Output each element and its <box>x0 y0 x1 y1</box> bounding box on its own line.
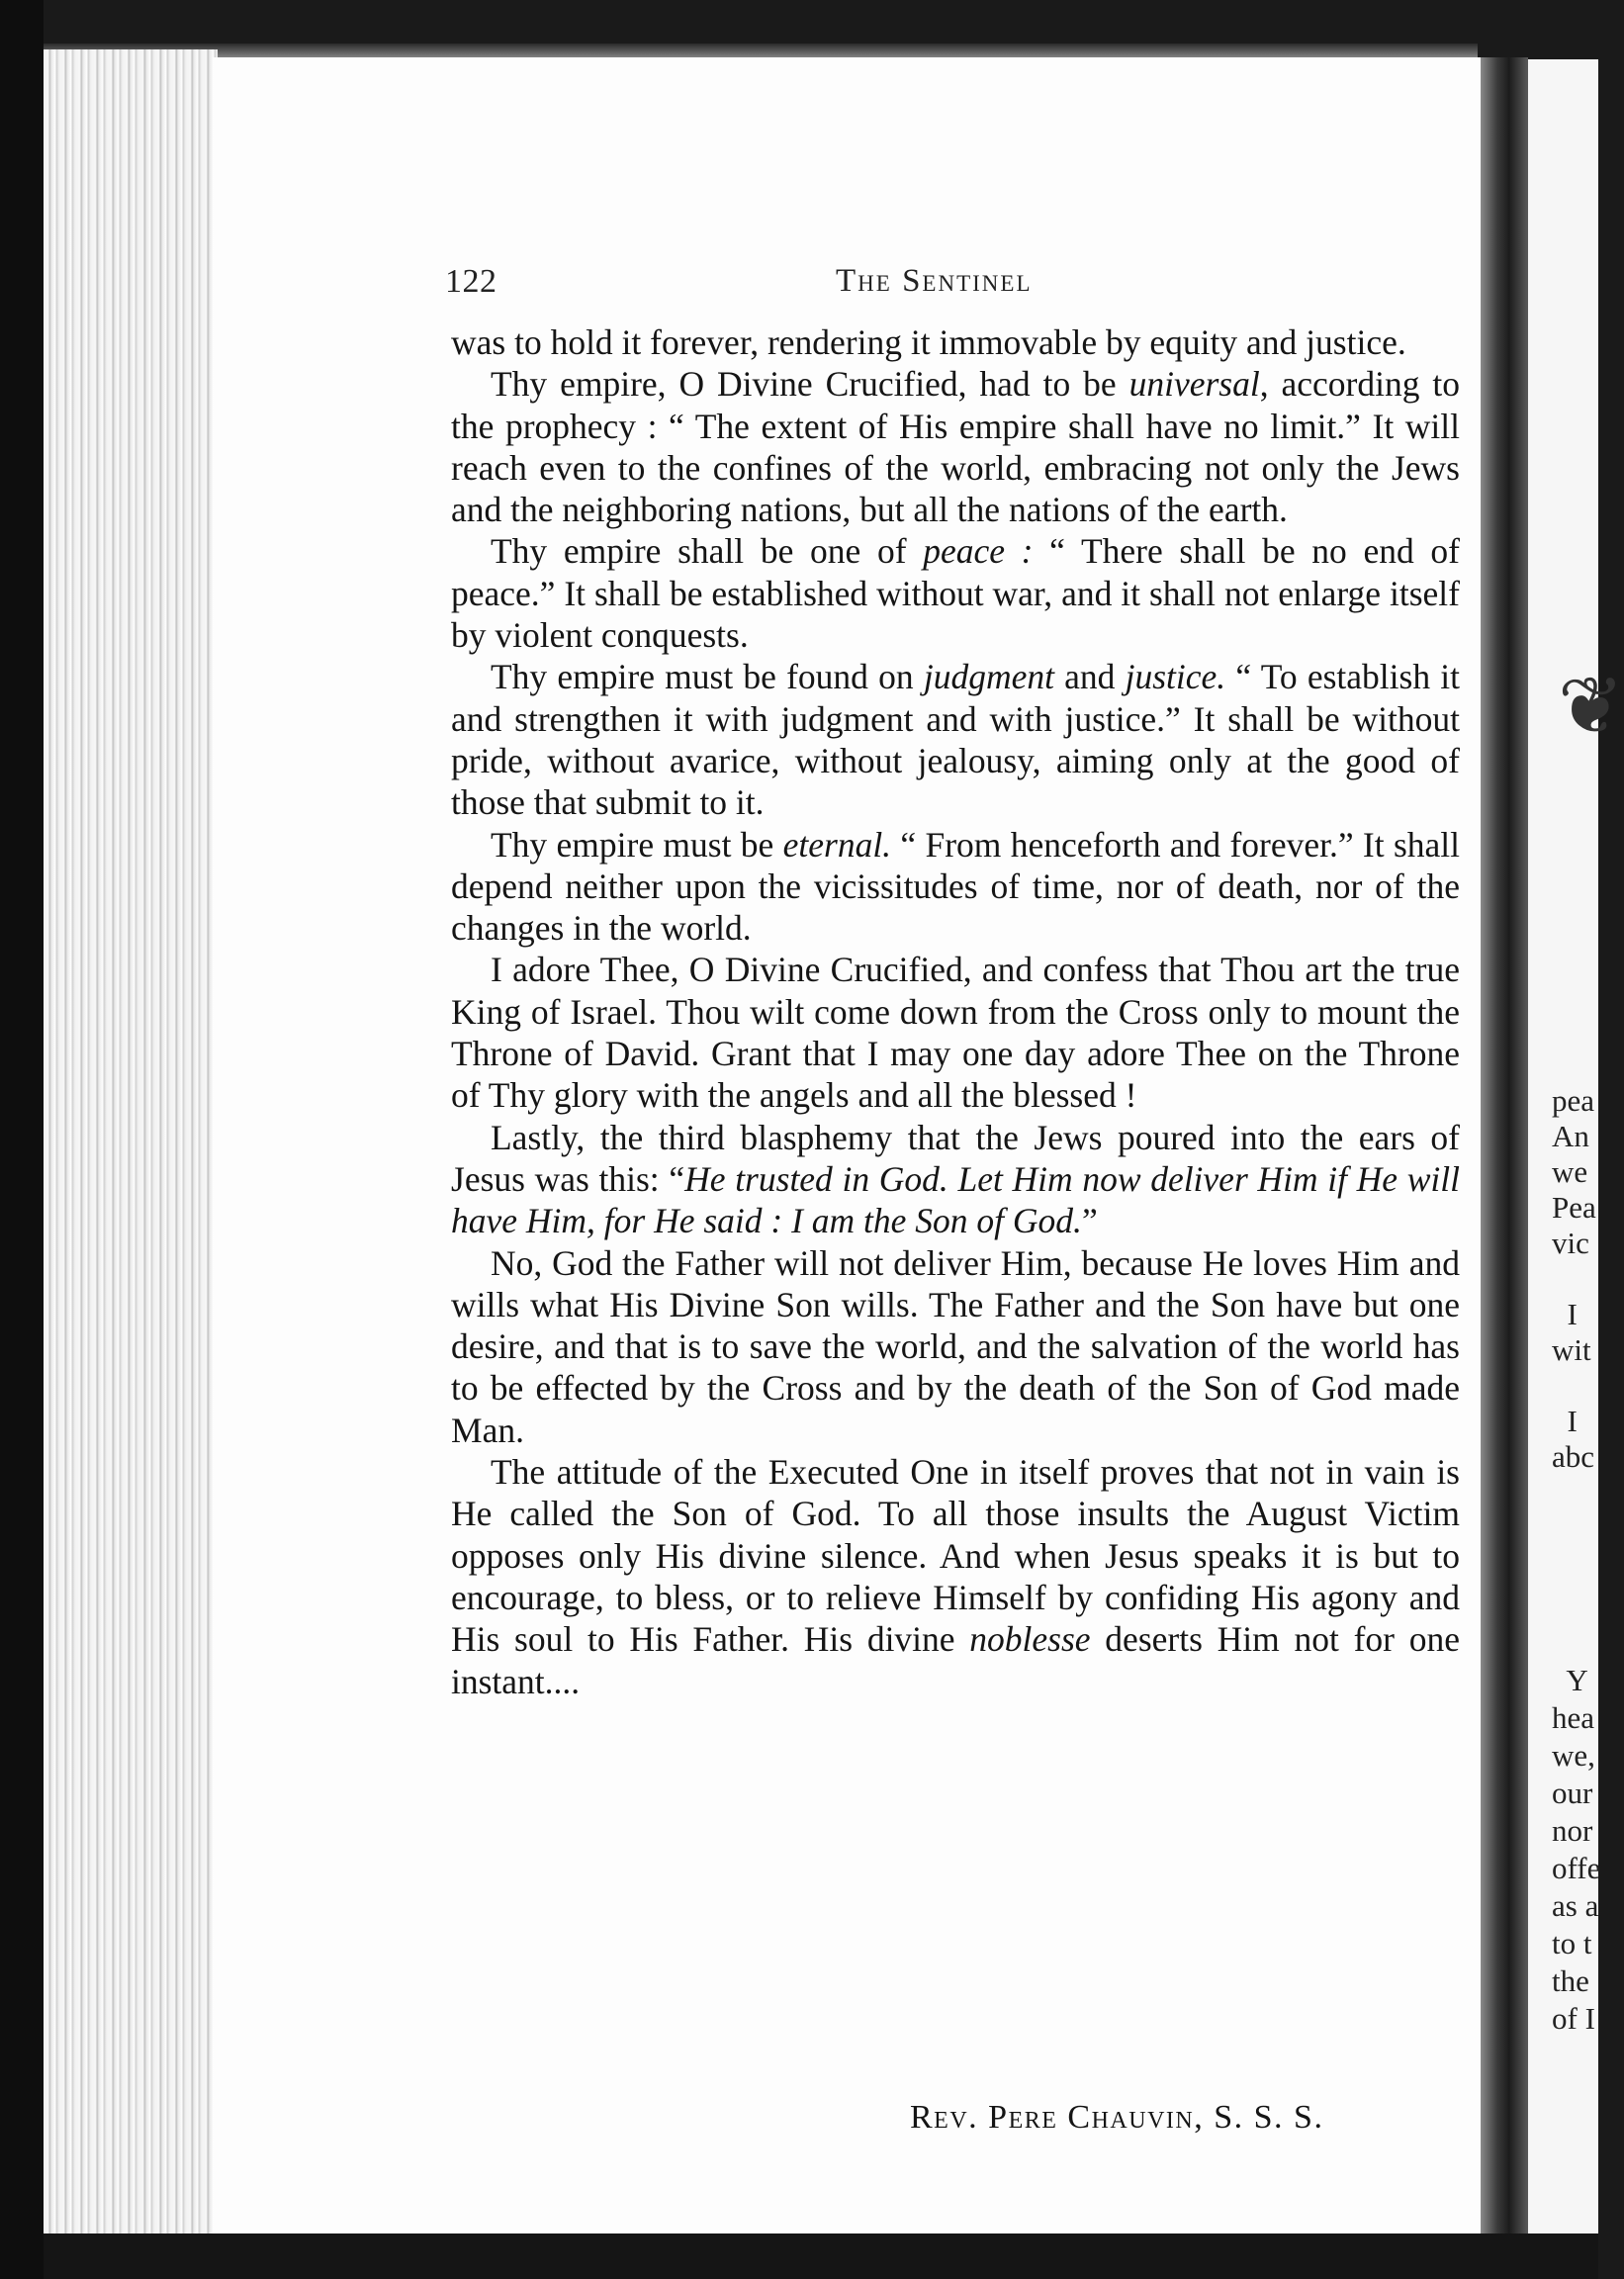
paragraph-text: “ There shall be no end of peace.” It shall be established without war, and it shall not enlarge itself by violent conquests. <box>451 531 1460 656</box>
paragraph <box>451 824 1460 950</box>
facing-page <box>1528 59 1624 2235</box>
running-head: The Sentinel <box>836 263 1033 299</box>
paragraph-text: , according to the prophecy : “ The extent of His empire shall have no limit.” It will reach even to the confines of the world, embracing not only the Jews and the neighboring nations, but all the nations of the earth. <box>451 364 1460 530</box>
emphasis: justice. <box>1125 657 1226 697</box>
page-number: 122 <box>445 263 497 300</box>
body-text <box>451 321 1460 1702</box>
paragraph-text: Lastly, the third blasphemy that the Jews poured into the ears of Jesus was this: “ <box>451 1117 1460 1199</box>
paragraph-text: deserts Him not for one instant.... <box>451 1619 1460 1701</box>
facing-page-text-fragment: Y hea we, our nor offe as a to t the of I <box>1552 1663 1601 2036</box>
page-header <box>445 263 1315 303</box>
paragraph-text: “ From henceforth and forever.” It shall depend neither upon the vicissitudes of time, nor of death, nor of the changes in the world. <box>451 824 1460 949</box>
paragraph-text: Thy empire must be found on <box>491 657 924 697</box>
book-page-edges <box>44 49 218 2240</box>
paragraph <box>451 321 1460 363</box>
paragraph-text: and <box>1053 657 1126 697</box>
paragraph <box>451 1242 1460 1451</box>
emphasis: judgment <box>923 657 1054 697</box>
paragraph <box>451 656 1460 823</box>
paragraph-text: The attitude of the Executed One in itself proves that not in vain is He called the Son of God. To all those insults the August Victim opposes only His divine silence. And when Jesus speaks it is but to encourage, to bless, or to relieve Himself by confiding His agony and His soul to His Father. His divine <box>451 1452 1460 1660</box>
paragraph <box>451 949 1460 1116</box>
ornament-icon: ❦ <box>1558 664 1624 751</box>
emphasis: universal <box>1128 364 1260 405</box>
paragraph-text: I adore Thee, O Divine Crucified, and confess that Thou art the true King of Israel. Thou wilt come down from the Cross only to mount the Throne of David. Grant that I may one day adore Thee on the Throne of Thy glory with the angels and all the blessed ! <box>451 950 1460 1116</box>
paragraph-text: No, God the Father will not deliver Him, because He loves Him and wills what His Divine Son wills. The Father and the Son have but one desire, and that is to save the world, and the salvation of the world has to be effected by the Cross and by the death of the Son of God made Man. <box>451 1242 1460 1450</box>
facing-page-text-fragment: pea An we Pea vic I wit I abc <box>1552 1083 1596 1474</box>
paragraph <box>451 1117 1460 1242</box>
emphasis: eternal. <box>782 824 892 865</box>
scan-border-left <box>0 0 44 2279</box>
paragraph-text: was to hold it forever, rendering it immovable by equity and justice. <box>451 322 1406 362</box>
paragraph-text: Thy empire, O Divine Crucified, had to be <box>491 364 1129 405</box>
book-gutter <box>1481 57 1528 2233</box>
scan-border-bottom <box>44 2233 1598 2279</box>
paragraph-text: Thy empire shall be one of <box>491 531 924 572</box>
paragraph-text: “ To establish it and strengthen it with judgment and with justice.” It shall be without pride, without avarice, without jealousy, aiming only at the good of those that submit to it. <box>451 657 1461 823</box>
emphasis: peace : <box>923 531 1034 572</box>
emphasis: He trusted in God. Let Him now deliver Him if He will have Him, for He said : I am the Son of God. <box>451 1158 1460 1241</box>
paragraph <box>451 530 1460 656</box>
paragraph <box>451 363 1460 530</box>
paragraph <box>451 1451 1460 1702</box>
author-signature: Rev. Pere Chauvin, S. S. S. <box>910 2099 1324 2136</box>
emphasis: noblesse <box>969 1619 1091 1660</box>
paragraph-text: ” <box>1081 1201 1098 1241</box>
paragraph-text: Thy empire must be <box>491 824 783 865</box>
